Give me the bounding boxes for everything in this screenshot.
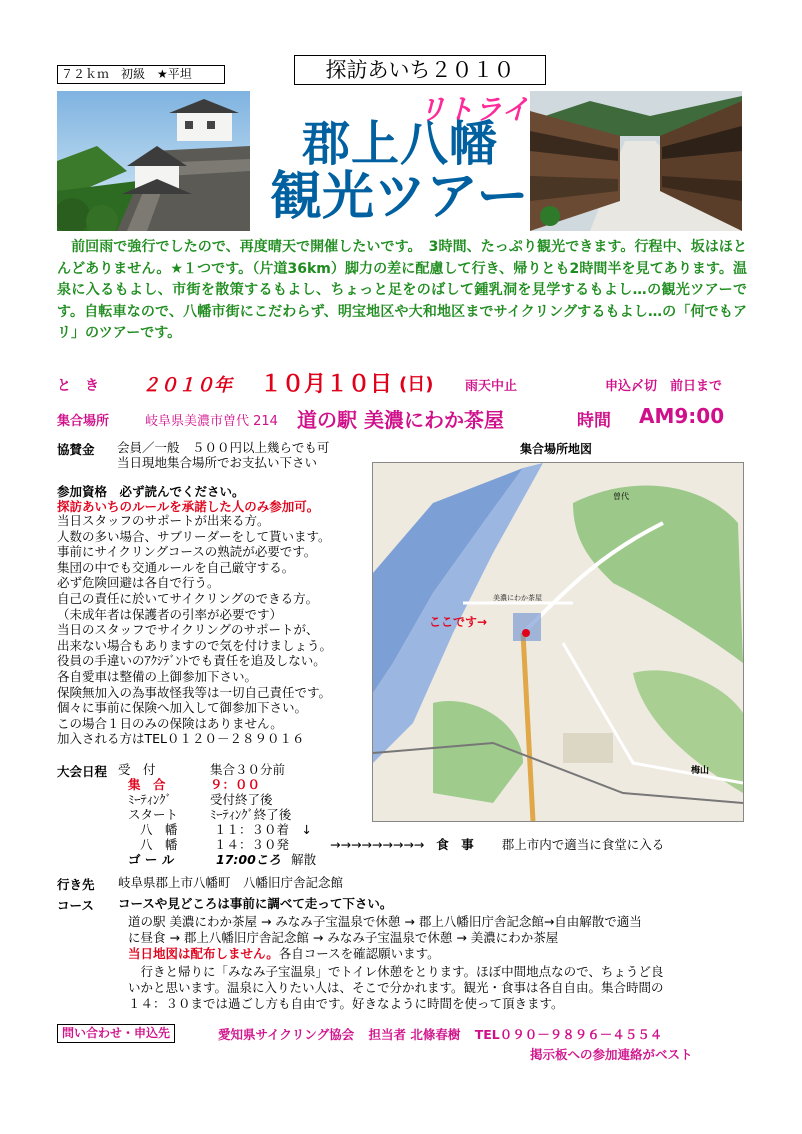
qualification-item: 人数の多い場合、サブリーダーをして貰います。 [57,528,331,544]
meal-row [330,837,664,853]
qualification-label: 参加資格 必ず読んでください。 [57,484,245,499]
qualification-item: 出来ない場合もありますので気を付けましょう。 [57,637,333,653]
schedule-value: ９：００ [210,777,261,792]
destination-label: 行き先 [57,877,95,892]
schedule-row [118,762,285,778]
castle-photo [57,91,250,231]
qualification-item: この場合１日のみの保険はありません。 [57,715,283,731]
schedule-value: ﾐｰﾃｨﾝｸﾞ終了後 [210,807,292,822]
contact-label: 問い合わせ・申込先 [57,1024,175,1043]
course-note-1: 行きと帰りに「みなみ子宝温泉」でトイレ休憩をとります。ほぼ中間地点なので、ちょうど良 [128,964,664,979]
dissolve-note: 解散 [291,852,317,867]
meeting-time-label: 時間 [577,411,611,431]
date-year: ２０１０年 [142,375,232,396]
map-area-label: 曽代 [613,492,629,501]
qualification-item: 当日のスタッフでサイクリングのサポートが、 [57,622,319,638]
arrow-sequence: →→→→→→→→→ [330,837,425,852]
course-route-1: 道の駅 美濃にわか茶屋 → みなみ子宝温泉で休憩 → 郡上八幡旧庁舎記念館→自由解散で適当 [128,914,642,929]
schedule-name: ゴ ー ル [128,852,175,867]
contact-note: 掲示板への参加連絡がベスト [530,1047,693,1062]
meal-label: 食 事 [436,837,474,852]
meeting-address: 岐阜県美濃市曽代 214 [145,414,278,429]
meeting-row [57,402,747,432]
schedule-row [140,837,289,853]
date-label: と き [57,378,99,394]
title-line-1: 郡上八幡 [302,116,499,172]
schedule-name: 八 幡 [140,837,178,852]
intro-text: 前回雨で強行でしたので、再度晴天で開催したいです。 3時間、たっぷり観光できます。行程中、坂はほとんどありません。★１つです。（片道36km）脚力の差に配慮して行き、帰りとも2時間半を見てあります。温泉に入るもよし、市街を散策するもよし、ちょっと足をのばして鍾乳洞を見学するもよし…の観光ツアーです。自転車なので、八幡市街にこだわらず、明宝地区や大和地区までサイクリングするもよし…の「何でもアリ」のツアーです。 [57,239,747,342]
schedule-name: 八 幡 [140,822,178,837]
rain-note: 雨天中止 [465,379,518,394]
no-map-row [128,946,440,962]
schedule-row [128,777,260,793]
schedule-name: 集 合 [128,777,166,792]
schedule-row [128,807,291,823]
fee-label: 協賛金 [57,442,95,457]
contact-tel: TEL０９０－９８９６－４５５４ [474,1027,663,1042]
schedule-value: 17:00ころ [216,852,281,867]
course-note-2: いかと思います。温泉に入りたい人は、そこで分かれます。観光・食事は各自自由。集合時間の [128,980,664,995]
qualification-list [57,513,369,747]
course-route-2: に昼食 → 郡上八幡旧庁舎記念館 → みなみ子宝温泉で休憩 → 美濃にわか茶屋 [128,930,559,945]
course-tag: ７２ｋｍ 初級 ★平坦 [57,65,225,84]
street-photo [530,91,742,231]
contact-org: 愛知県サイクリング協会 [218,1027,355,1042]
contact-person: 担当者 北條春樹 [368,1027,461,1042]
schedule-row [140,822,312,838]
schedule-value: １４：３０発 [214,837,290,852]
qualification-item: 事前にサイクリングコースの熟読が必要です。 [57,544,317,560]
meal-note: 郡上市内で適当に食堂に入る [501,837,665,852]
map-station-label: 梅山 [691,766,710,776]
fee-line-1: 会員／一般 ５００円以上幾らでも可 [117,440,330,455]
date-day: １０月１０日 [260,372,393,397]
schedule-row [128,852,316,868]
destination-value: 岐阜県郡上市八幡町 八幡旧庁舎記念館 [118,875,344,890]
map-place-label: 美濃にわか茶屋 [493,594,542,602]
event-title: 探訪あいち２０１０ [294,55,546,85]
schedule-value: 集合３０分前 [210,762,286,777]
schedule-label: 大会日程 [57,764,108,779]
course-headline: コースや見どころは事前に調べて走って下さい。 [118,896,393,911]
qualification-item: 必ず危険回避は各自で行う。 [57,575,220,591]
no-map-rest: 各自コースを確認願います。 [278,946,440,961]
schedule-value: 受付終了後 [210,792,273,807]
schedule-value: １１：３０着 ↓ [214,822,312,837]
map-here-label: ここです→ [429,615,488,629]
course-label: コース [57,898,94,913]
map-title: 集合場所地図 [520,442,593,456]
meeting-map [372,462,744,822]
retry-label: リトライ [418,93,530,126]
qualification-item: 個々に事前に保険へ加入して御参加下さい。 [57,700,308,716]
qualification-item: 役員の手違いのｱｸｼﾃﾞﾝﾄでも責任を追及しない。 [57,653,326,669]
contact-line [218,1025,662,1043]
qualification-item: 集団の中でも交通ルールを自己厳守する。 [57,559,295,575]
meeting-time: AM9:00 [639,404,725,428]
rule-note: 探訪あいちのルールを承諾した人のみ参加可。 [57,499,320,514]
schedule-name: 受 付 [118,762,156,777]
fee-line-2: 当日現地集合場所でお支払い下さい [117,455,318,470]
qualification-item: 加入される方はTEL０１２０－２８９０１６ [57,731,305,747]
qualification-item: 自己の責任に於いてサイクリングのできる方。 [57,590,319,606]
course-note-3: １４：３０までは過ごし方も自由です。好きなように時間を使って頂きます。 [128,996,564,1011]
schedule-name: ﾐｰﾃｨﾝｸﾞ [128,792,172,807]
title-line-2: 観光ツアー [270,167,529,227]
date-dow: (日) [399,374,434,395]
qualification-item: 各自愛車は整備の上御参加下さい。 [57,668,258,684]
meeting-place: 道の駅 美濃にわか茶屋 [297,408,504,432]
date-row [57,367,747,397]
qualification-item: （未成年者は保護者の引率が必要です） [57,606,283,622]
qualification-item: 保険無加入の為事故怪我等は一切自己責任です。 [57,684,332,700]
no-map-note: 当日地図は配布しません。 [128,946,279,961]
qualification-item: 当日スタッフのサポートが出来る方。 [57,513,270,528]
meeting-label: 集合場所 [57,414,110,429]
schedule-row [128,792,273,808]
deadline: 申込〆切 前日まで [605,379,723,394]
schedule-name: スタート [128,807,179,822]
